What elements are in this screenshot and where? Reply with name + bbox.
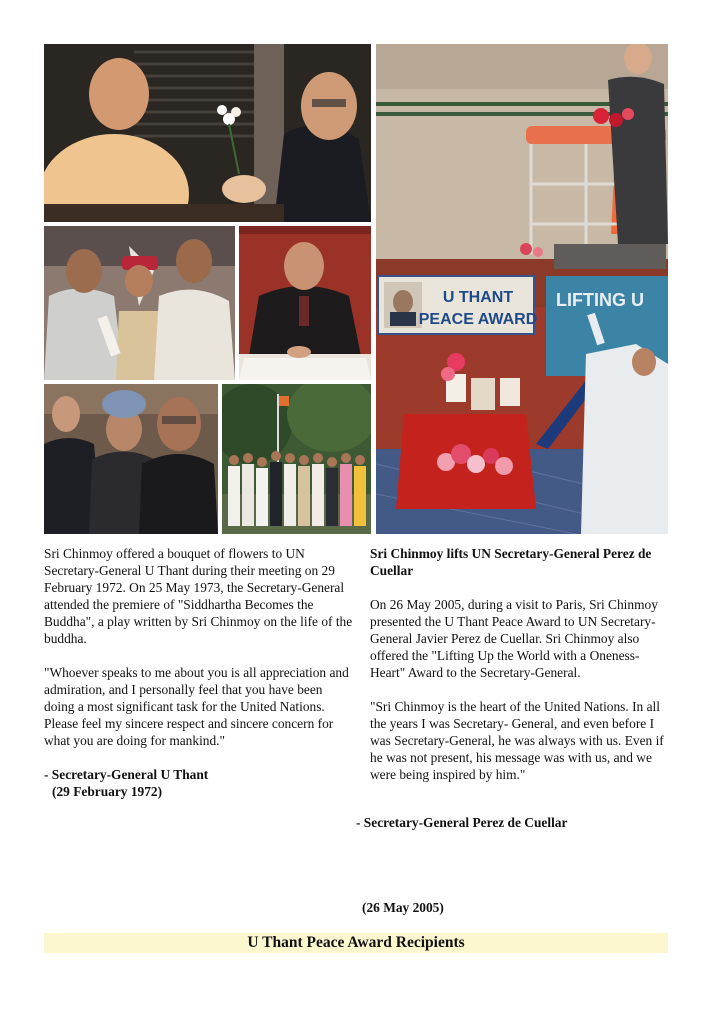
u-thant-attribution-date: (29 February 1972) [52,784,163,799]
award-banner-line2: PEACE AWARD [418,311,538,328]
right-column [370,545,670,800]
perez-quote: "Sri Chinmoy is the heart of the United Nations. In all the years I was Secretary- General, and even before I was Secretary-General, he was always with us. Even if he was not present, his message was with us, and we were being inspired by him." [370,699,664,782]
photo-greeting-guard [44,226,235,380]
right-caption: On 26 May 2005, during a visit to Paris, Sri Chinmoy presented the U Thant Peace Award to UN Secretary-General Javier Perez de Cuellar. Sri Chinmoy also offered the "Lifting Up the World with a Oneness-Heart" Award to the Secretary-General. [370,597,658,680]
left-column [44,545,356,800]
lifting-banner: LIFTING U [556,290,644,310]
photo-bouquet-meeting [44,44,371,222]
photo-group-portrait [44,384,218,534]
u-thant-attribution: - Secretary-General U Thant [44,767,209,782]
recipients-banner: U Thant Peace Award Recipients [44,933,668,953]
photo-signing-book [239,226,371,380]
left-caption: Sri Chinmoy offered a bouquet of flowers to UN Secretary-General U Thant during their meeting on 29 February 1972. On 25 May 1973, the Secretary-General attended the premiere of "Siddhartha Becomes the Buddha", a play written by Sri Chinmoy on the life of the buddha. [44,546,353,646]
perez-attribution: - Secretary-General Perez de Cuellar [356,815,568,830]
photo-outdoor-gathering [222,384,371,534]
right-heading: Sri Chinmoy lifts UN Secretary-General Perez de Cuellar [370,546,652,578]
photo-award-ceremony [376,44,668,534]
perez-attribution-date: (26 May 2005) [362,900,444,915]
u-thant-quote: "Whoever speaks to me about you is all appreciation and admiration, and I personally feel that you have been doing a most significant task for the United Nations. Please feel my sincere respect and sincere concern for what you are doing for mankind." [44,665,349,748]
award-banner-line1: U THANT [442,289,514,306]
